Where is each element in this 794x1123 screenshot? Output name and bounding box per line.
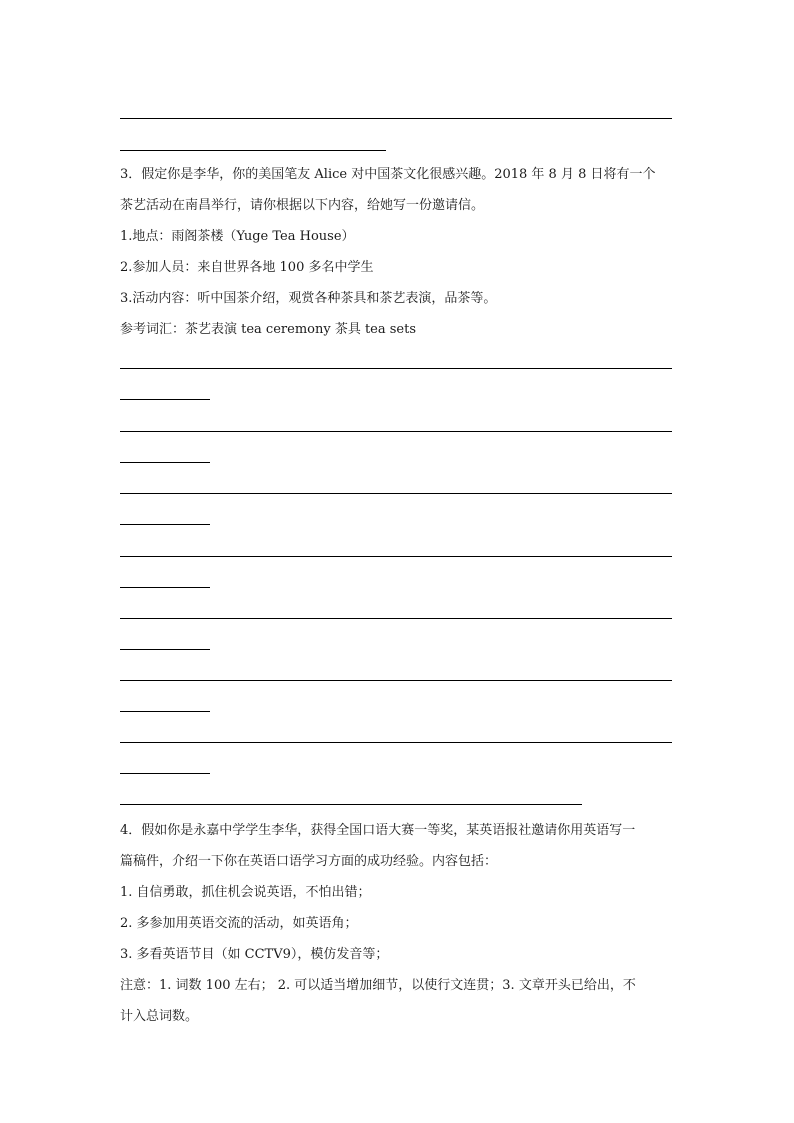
answer-line [120,431,672,432]
q3-title-line2: 茶艺活动在南昌举行，请你根据以下内容，给她写一份邀请信。 [120,198,485,213]
q3-item-participants: 2.参加人员：来自世界各地 100 多名中学生 [120,260,374,275]
q4-item-confidence: 1. 自信勇敢，抓住机会说英语，不怕出错； [120,885,371,900]
q4-item-programs: 3. 多看英语节目（如 CCTV9），模仿发音等； [120,947,389,962]
q4-note-line2: 计入总词数。 [120,1009,199,1024]
answer-line [120,368,672,369]
q4-note-line1: 注意：1. 词数 100 左右； 2. 可以适当增加细节，以使行文连贯；3. 文章开头已给出，不 [120,978,636,993]
answer-line-short [120,773,210,774]
answer-line-short [120,711,210,712]
q3-item-location: 1.地点：雨阁茶楼（Yuge Tea House） [120,229,355,244]
answer-line [120,493,672,494]
answer-line-short [120,150,386,151]
answer-line [120,618,672,619]
answer-line-short [120,399,210,400]
answer-line-short [120,587,210,588]
q4-item-activities: 2. 多参加用英语交流的活动，如英语角； [120,916,358,931]
answer-line [120,680,672,681]
q4-title-line1: 4．假如你是永嘉中学学生李华，获得全国口语大赛一等奖，某英语报社邀请你用英语写一 [120,823,636,838]
answer-line [120,556,672,557]
answer-line-short [120,524,210,525]
answer-line [120,118,672,119]
answer-line [120,742,672,743]
answer-line-medium [120,804,582,805]
answer-line-short [120,649,210,650]
q3-title-line1: 3．假定你是李华，你的美国笔友 Alice 对中国茶文化很感兴趣。2018 年 8 月 8 日将有一个 [120,167,656,182]
q3-vocab: 参考词汇：茶艺表演 tea ceremony 茶具 tea sets [120,322,417,337]
q4-title-line2: 篇稿件，介绍一下你在英语口语学习方面的成功经验。内容包括： [120,854,498,869]
answer-line-short [120,462,210,463]
q3-item-content: 3.活动内容：听中国茶介绍，观赏各种茶具和茶艺表演，品茶等。 [120,291,497,306]
